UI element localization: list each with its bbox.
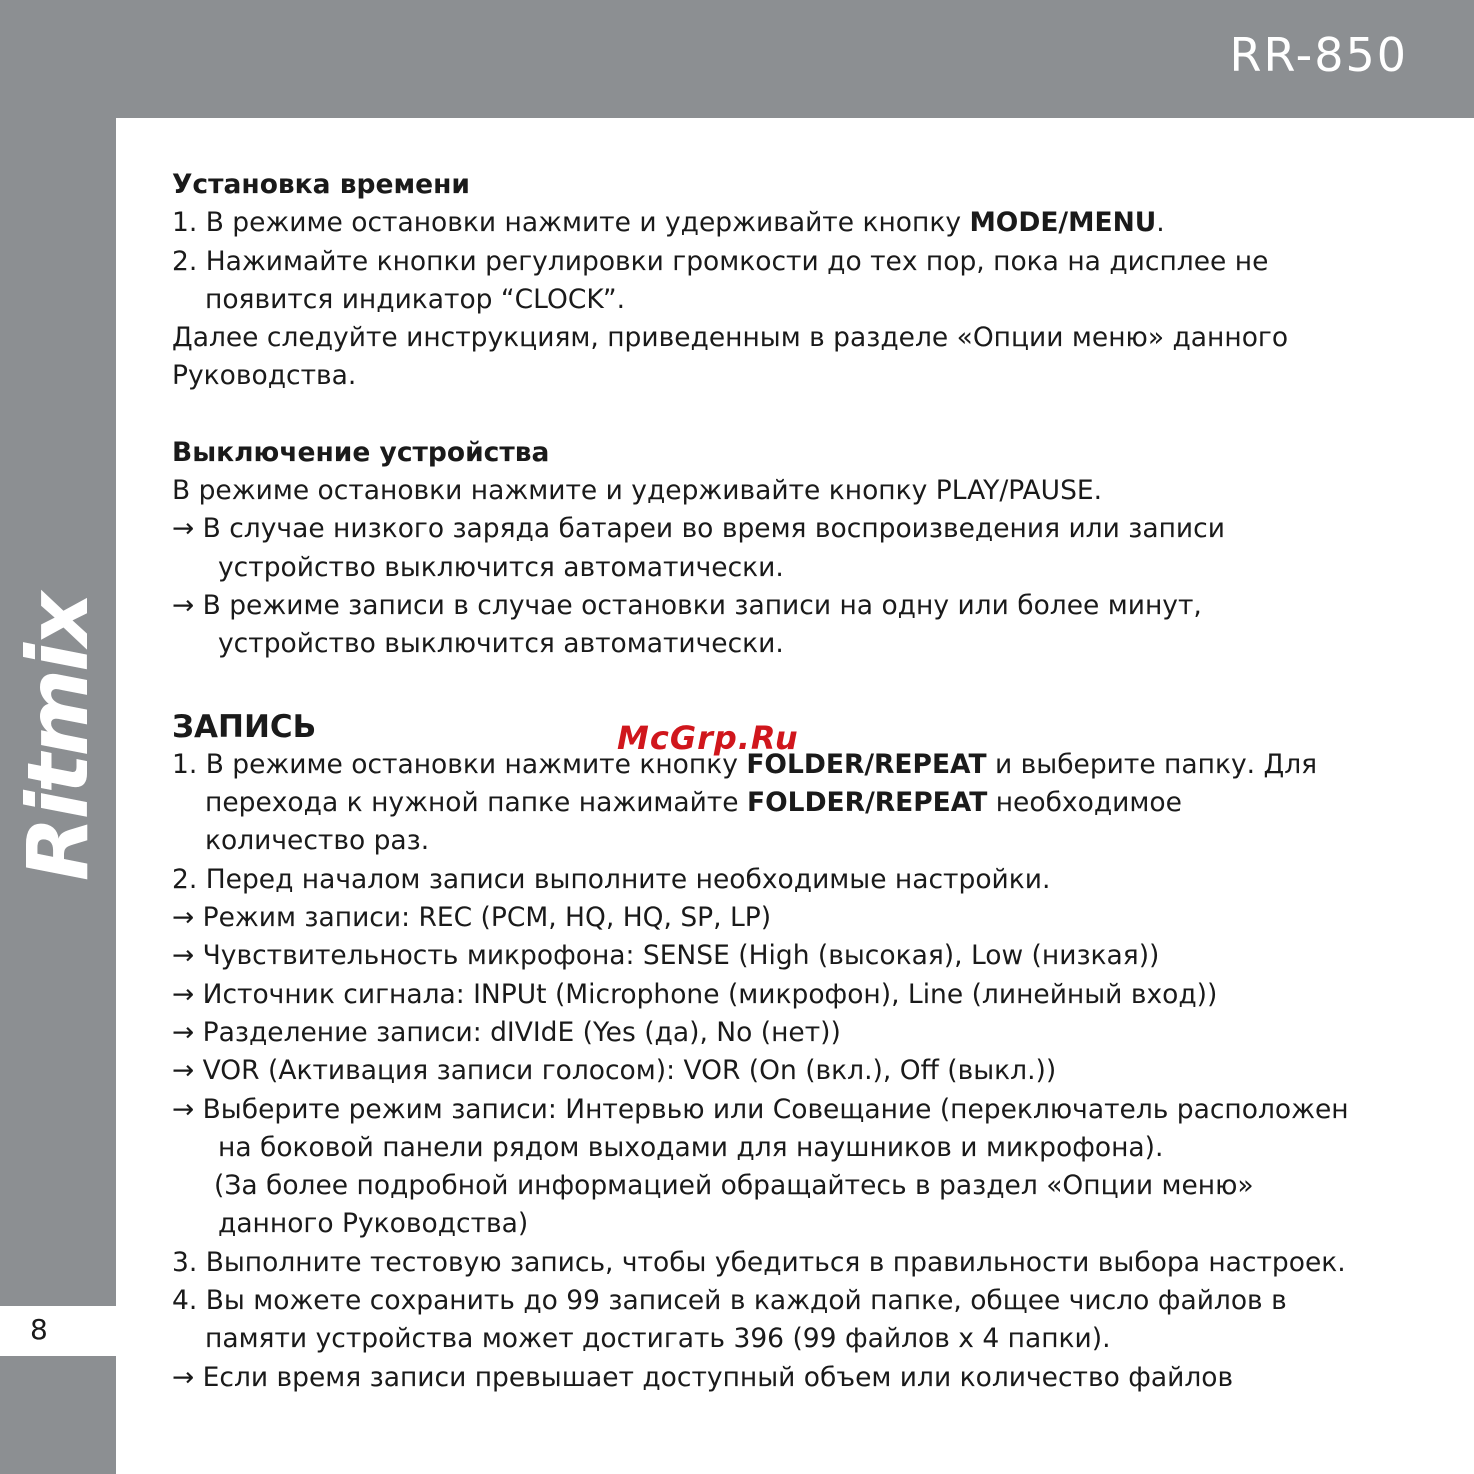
time-step-2: 2. Нажимайте кнопки регулировки громкости до тех пор, пока на дисплее не (172, 245, 1269, 277)
record-option-rec: → Режим записи: REC (PCM, HQ, HQ, SP, LP) (172, 902, 772, 934)
page-number: 8 (30, 1313, 48, 1346)
record-option-mode-note-cont: данного Руководства) (218, 1208, 529, 1240)
record-step-4-cont: памяти устройства может достигать 396 (99 файлов x 4 папки). (205, 1323, 1111, 1355)
power-note-2: → В режиме записи в случае остановки записи на одну или более минут, (172, 589, 1202, 621)
heading-time-setup: Установка времени (172, 169, 470, 200)
power-note-1-cont: устройство выключится автоматически. (218, 551, 784, 583)
record-option-mode: → Выберите режим записи: Интервью или Совещание (переключатель расположен (172, 1093, 1349, 1125)
model-title: RR-850 (1229, 28, 1408, 82)
heading-power-off: Выключение устройства (172, 436, 550, 468)
record-step-1-cont: перехода к нужной папке нажимайте FOLDER/REPEAT необходимое (205, 787, 1182, 819)
record-option-input: → Источник сигнала: INPUt (Microphone (микрофон), Line (линейный вход)) (172, 978, 1218, 1010)
time-note: Далее следуйте инструкциям, приведенным в разделе «Опции меню» данного (172, 322, 1289, 354)
record-step-3: 3. Выполните тестовую запись, чтобы убедиться в правильности выбора настроек. (172, 1246, 1346, 1278)
watermark: McGrp.Ru (617, 719, 799, 757)
heading-recording: ЗАПИСЬ (172, 708, 317, 745)
record-option-mode-cont: на боковой панели рядом выходами для наушников и микрофона). (218, 1131, 1164, 1163)
record-option-sense: → Чувствительность микрофона: SENSE (High (высокая), Low (низкая)) (172, 940, 1160, 972)
brand-logo: Ritmix (9, 594, 107, 882)
power-step: В режиме остановки нажмите и удерживайте кнопку PLAY/PAUSE. (172, 475, 1103, 507)
time-step-1: 1. В режиме остановки нажмите и удерживайте кнопку MODE/MENU. (172, 207, 1165, 239)
record-option-divide: → Разделение записи: dIVIdE (Yes (да), No (нет)) (172, 1016, 841, 1048)
record-step-2: 2. Перед началом записи выполните необходимые настройки. (172, 863, 1051, 895)
power-note-1: → В случае низкого заряда батареи во время воспроизведения или записи (172, 513, 1225, 545)
record-note-last: → Если время записи превышает доступный объем или количество файлов (172, 1361, 1234, 1393)
page-number-box (0, 1306, 116, 1356)
power-note-2-cont: устройство выключится автоматически. (218, 628, 784, 660)
time-note-cont: Руководства. (172, 360, 357, 392)
record-option-mode-note: (За более подробной информацией обращайтесь в раздел «Опции меню» (214, 1170, 1254, 1202)
record-step-4: 4. Вы можете сохранить до 99 записей в каждой папке, общее число файлов в (172, 1285, 1287, 1317)
record-option-vor: → VOR (Активация записи голосом): VOR (On (вкл.), Off (выкл.)) (172, 1055, 1057, 1087)
record-step-1: 1. В режиме остановки нажмите кнопку FOLDER/REPEAT и выберите папку. Для (172, 748, 1318, 780)
page-body (172, 166, 1434, 1397)
time-step-2-cont: появится индикатор “CLOCK”. (205, 283, 626, 315)
record-step-1-cont2: количество раз. (205, 825, 430, 857)
